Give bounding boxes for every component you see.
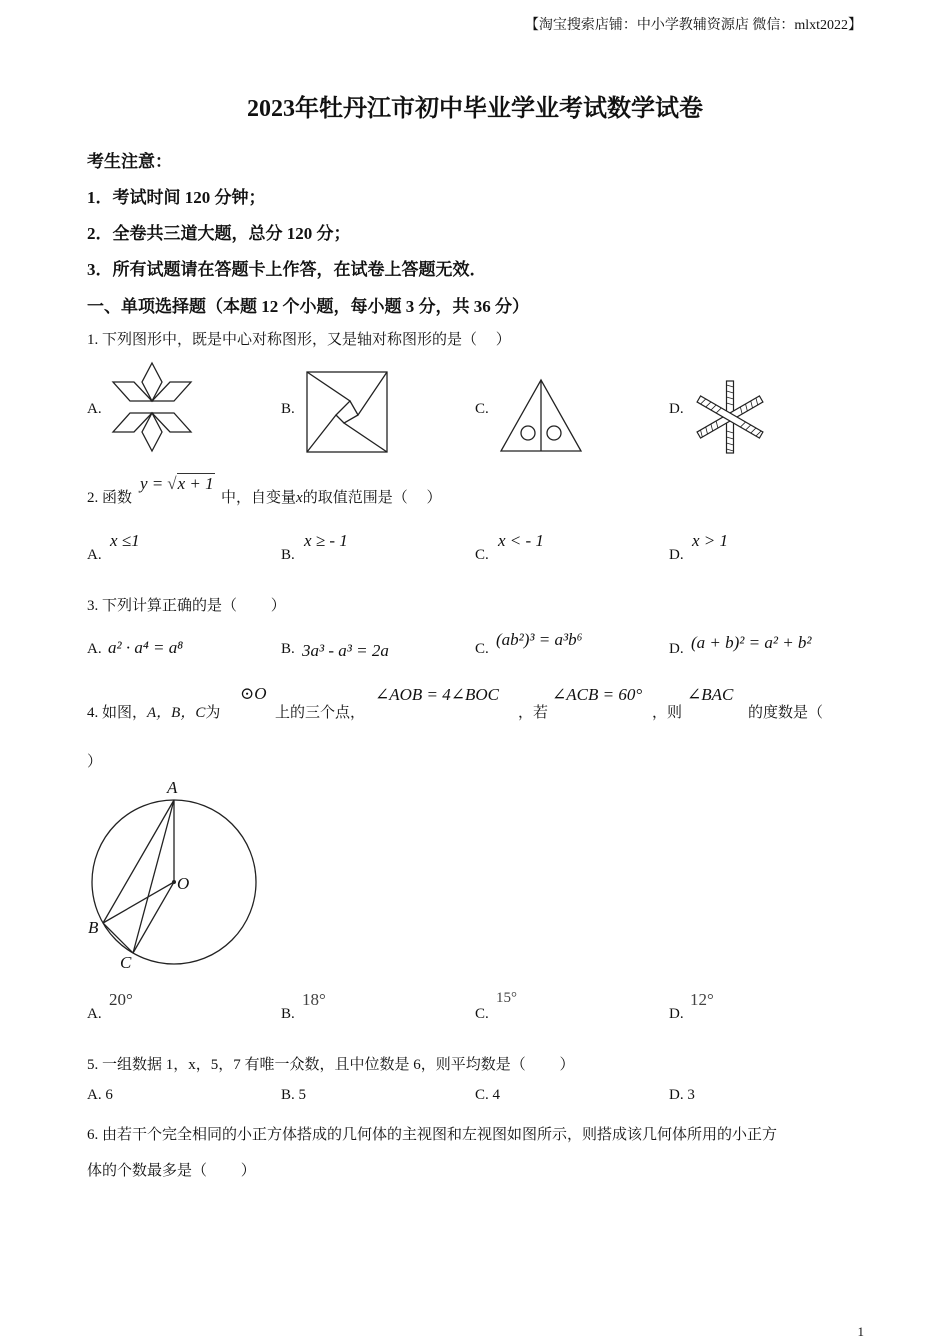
sqrt-sign: √ [167,474,177,493]
q4-points: A，B，C [147,705,206,721]
notice-item-3: 3．所有试题请在答题卡上作答，在试卷上答题无效． [87,260,487,279]
q2-suffix [221,486,441,507]
q4-stem [87,701,220,722]
q2-var: x [296,490,303,506]
q2-formula [140,474,215,494]
q4-text-2: 为 [205,705,221,721]
q4-condition-2: ∠ACB = 60° [552,685,643,704]
q3-label-a: A. [87,641,102,657]
q4-option-c[interactable]: 15° [496,990,517,1006]
q4-option-d[interactable]: 12° [690,990,714,1009]
q3-option-a[interactable]: a² · a⁴ = a⁸ [108,638,184,657]
q4-text-4: ，若 [518,705,549,721]
q2-label-a: A. [87,547,102,563]
q2-formula-lhs: y = [140,474,164,493]
q4-label-point-o: O [177,874,190,893]
section-heading: 一、单项选择题（本题 12 个小题，每小题 3 分，共 36 分） [87,297,529,316]
q4-label-c: C. [475,1006,489,1022]
q4-ask-angle: ∠BAC [687,685,734,704]
q3-option-b[interactable]: 3a³ - a³ = 2a [302,641,389,660]
q2-option-a[interactable]: x ≤1 [110,531,140,550]
q5-option-a[interactable]: A. 6 [87,1087,113,1103]
q4-option-b[interactable]: 18° [302,990,326,1009]
q1-figure-b [306,371,388,453]
page-header: 【淘宝搜索店铺：中小学教辅资源店 微信：mlxt2022】 [524,18,862,33]
q3-label-b: B. [281,641,295,657]
q3-option-d[interactable]: (a + b)² = a² + b² [691,633,812,652]
q3-label-c: C. [475,641,489,657]
q4-condition-1: ∠AOB = 4∠BOC [375,685,500,704]
q4-label-point-c: C [120,953,132,972]
q5-stem: 5. 一组数据 1，x，5，7 有唯一众数，且中位数是 6，则平均数是（ ） [87,1057,575,1073]
q2-label-c: C. [475,547,489,563]
q1-figure-c [499,379,583,453]
q2-label-d: D. [669,547,684,563]
q4-text-3: 上的三个点， [275,705,366,721]
q5-option-b[interactable]: B. 5 [281,1087,307,1103]
q5-option-d[interactable]: D. 3 [669,1087,695,1103]
q4-label-d: D. [669,1006,684,1022]
q4-option-a[interactable]: 20° [109,990,133,1009]
q4-circle-o: ⊙O [240,684,267,703]
q3-label-d: D. [669,641,684,657]
q2-suffix-text-2: 的取值范围是（ ） [302,490,442,506]
q4-text-5: ，则 [652,705,683,721]
q3-stem: 3. 下列计算正确的是（ ） [87,598,286,614]
q4-label-point-a: A [167,778,178,797]
center-dot [172,880,176,884]
q4-label-b: B. [281,1006,295,1022]
q4-text-1: 4. 如图， [87,705,148,721]
notice-item-2: 2．全卷共三道大题，总分 120 分； [87,224,351,243]
q1-figure-a [110,360,194,454]
q2-suffix-text: 中，自变量 [221,490,297,506]
q4-label-point-b: B [88,918,99,937]
q2-option-d[interactable]: x > 1 [692,531,729,550]
notice-item-1: 1．考试时间 120 分钟； [87,188,266,207]
q2-prefix: 2. 函数 [87,490,133,506]
q2-formula-radicand: x + 1 [177,474,214,493]
q1-label-d: D. [669,401,684,417]
q4-close-paren: ） [87,754,103,770]
q2-option-b[interactable]: x ≥ - 1 [304,531,348,550]
q3-option-c[interactable]: (ab²)³ = a³b⁶ [496,630,583,649]
q4-label-a: A. [87,1006,102,1022]
q1-label-b: B. [281,401,295,417]
q1-figure-d [695,379,765,455]
q4-text-6: 的度数是（ [748,705,824,721]
q6-stem-line-1: 6. 由若干个完全相同的小正方体搭成的几何体的主视图和左视图如图所示，则搭成该几何体所用的小正方 [87,1127,778,1143]
q1-label-c: C. [475,401,489,417]
page-title: 2023年牡丹江市初中毕业学业考试数学试卷 [247,96,703,122]
page-number: 1 [857,1324,864,1339]
q6-stem-line-2: 体的个数最多是（ ） [87,1163,256,1179]
q5-option-c[interactable]: C. 4 [475,1087,501,1103]
q1-label-a: A. [87,401,102,417]
notice-heading: 考生注意： [87,152,172,171]
q1-stem: 1. 下列图形中，既是中心对称图形，又是轴对称图形的是（ ） [87,332,511,348]
q2-label-b: B. [281,547,295,563]
q2-option-c[interactable]: x < - 1 [498,531,544,550]
q4-figure [84,778,264,978]
